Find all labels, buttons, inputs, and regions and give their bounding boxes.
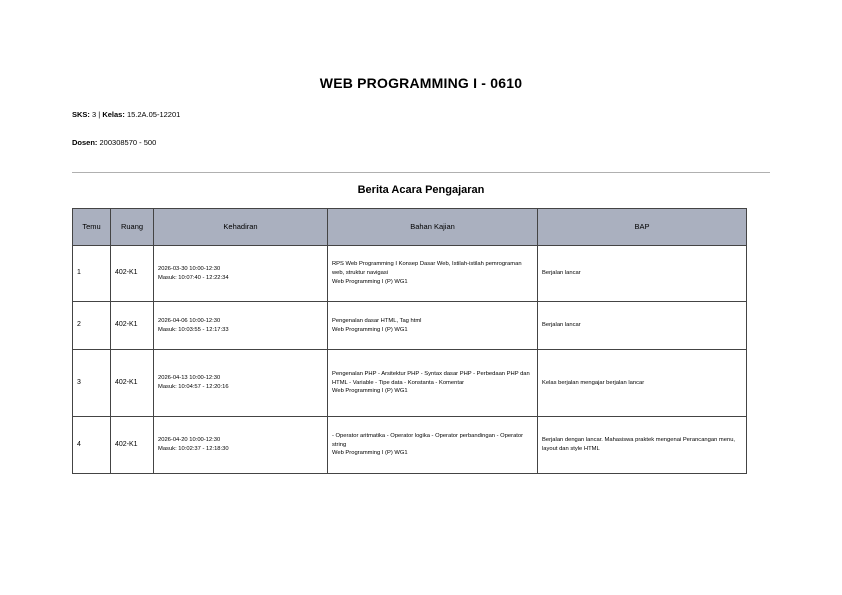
kelas-label: Kelas: [102,110,125,119]
topic-text: RPS Web Programming I Konsep Dasar Web, Istilah-istilah pemrograman web, struktur navigasi [332,261,522,277]
header-bap: BAP [538,209,747,246]
cell-bap: Berjalan lancar [538,302,747,350]
course-group: Web Programming I (P) WG1 [332,450,408,457]
topic-text: - Operator aritmatika - Operator logika - Operator perbandingan - Operator string [332,432,524,448]
attendance-time: Masuk: 10:02:37 - 12:18:30 [158,446,229,452]
separator: | [98,110,101,119]
attendance-time: Masuk: 10:03:55 - 12:17:33 [158,326,229,333]
header-temu: Temu [73,209,111,246]
page-title: WEB PROGRAMMING I - 0610 [319,75,523,91]
cell-kehadiran [154,417,328,474]
schedule-time: 2026-04-13 10:00-12:30 [158,375,221,382]
cell-bahan-kajian [328,350,538,417]
divider [72,172,770,173]
table-row [73,302,747,350]
table-row [73,350,747,417]
kelas-value: 15.2A.05-12201 [126,110,181,119]
schedule-time: 2026-04-20 10:00-12:30 [158,437,221,444]
cell-temu: 2 [73,302,111,350]
cell-kehadiran [154,302,328,350]
cell-bahan-kajian [328,302,538,350]
header-bahan-kajian: Bahan Kajian [328,209,538,246]
table-row [73,246,747,302]
dosen-label: Dosen: [72,138,98,147]
cell-kehadiran [154,246,328,302]
course-group: Web Programming I (P) WG1 [332,326,408,333]
attendance-time: Masuk: 10:04:57 - 12:20:16 [158,384,229,390]
cell-temu: 3 [73,350,111,417]
cell-ruang: 402-K1 [111,302,154,350]
sks-label: SKS: [72,110,90,119]
course-group: Web Programming I (P) WG1 [332,278,408,285]
schedule-time: 2026-04-06 10:00-12:30 [158,317,221,324]
course-info [72,110,180,119]
sks-value: 3 [92,110,97,119]
cell-temu: 4 [73,417,111,474]
lecturer-info [72,138,156,147]
cell-bap: Berjalan lancar [538,246,747,302]
table-header-row [73,209,747,246]
topic-text: Pengenalan dasar HTML, Tag html [332,317,422,324]
bap-table [72,208,747,474]
cell-ruang: 402-K1 [111,417,154,474]
schedule-time: 2026-03-30 10:00-12:30 [158,265,221,272]
table-row [73,417,747,474]
cell-kehadiran [154,350,328,417]
section-title: Berita Acara Pengajaran [357,184,485,196]
cell-temu: 1 [73,246,111,302]
course-group: Web Programming I (P) WG1 [332,388,408,395]
cell-bap: Kelas berjalan mengajar berjalan lancar [538,350,747,417]
cell-bahan-kajian [328,417,538,474]
dosen-value: 200308570 - 500 [99,138,157,147]
cell-ruang: 402-K1 [111,246,154,302]
topic-text: Pengenalan PHP - Arsitektur PHP - Syntax dasar PHP - Perbedaan PHP dan HTML - Variable - Tipe data - Konstanta - Komentar [332,370,530,386]
cell-ruang: 402-K1 [111,350,154,417]
header-ruang: Ruang [111,209,154,246]
attendance-time: Masuk: 10:07:40 - 12:22:34 [158,274,229,281]
cell-bap: Berjalan dengan lancar. Mahasiswa praktek mengenai Perancangan menu, layout dan style HTML [538,417,747,474]
header-kehadiran: Kehadiran [154,209,328,246]
cell-bahan-kajian [328,246,538,302]
